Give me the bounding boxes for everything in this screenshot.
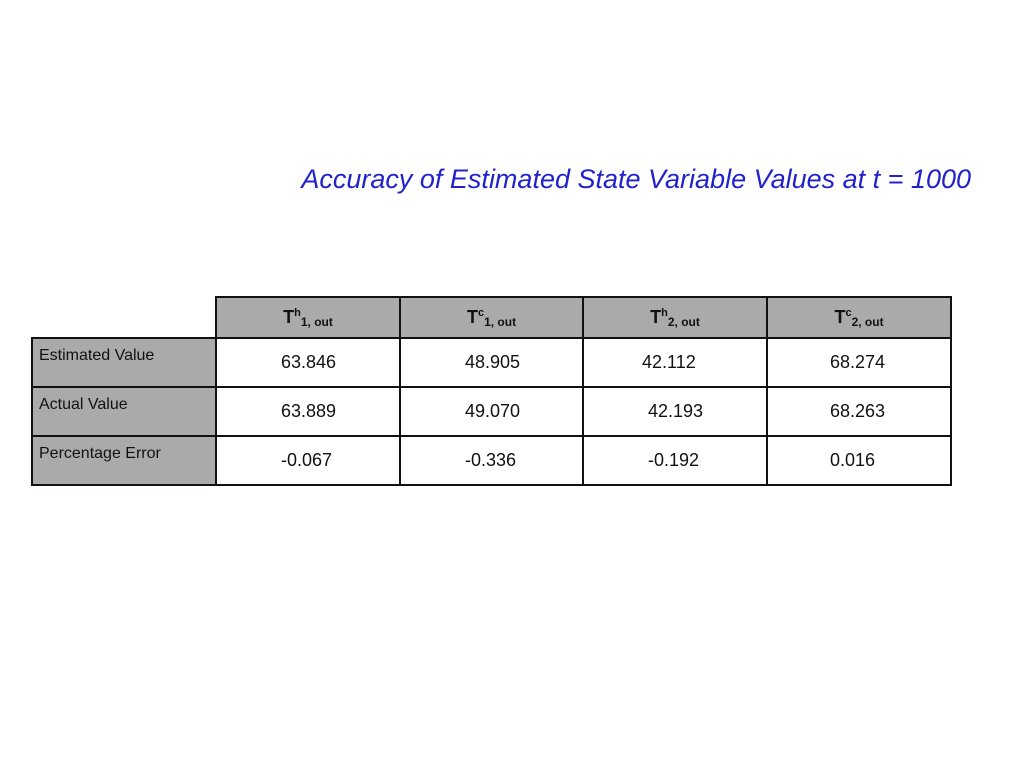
table-row-actual-value xyxy=(32,387,951,436)
table-cell: -0.067 xyxy=(216,436,400,485)
table-cell: 63.889 xyxy=(216,387,400,436)
column-header-tc2-out: $T^c_{2, out}$ xyxy=(767,297,951,338)
row-label: Actual Value xyxy=(32,387,216,436)
table-cell: 68.274 xyxy=(767,338,951,387)
slide-title: Accuracy of Estimated State Variable Values at t = 1000 xyxy=(301,164,971,194)
table-cell: 49.070 xyxy=(400,387,583,436)
column-header-th2-out: $T^h_{2, out}$ xyxy=(583,297,767,338)
header-row xyxy=(32,297,951,338)
table-row-percentage-error xyxy=(32,436,951,485)
table-cell: 42.112 xyxy=(583,338,767,387)
table-cell: -0.336 xyxy=(400,436,583,485)
table-row-estimated-value xyxy=(32,338,951,387)
table-cell: 48.905 xyxy=(400,338,583,387)
table-cell: 63.846 xyxy=(216,338,400,387)
table-cell: 42.193 xyxy=(583,387,767,436)
corner-cell xyxy=(32,297,216,338)
row-label: Estimated Value xyxy=(32,338,216,387)
results-table xyxy=(31,296,952,486)
column-header-tc1-out: $T^c_{1, out}$ xyxy=(400,297,583,338)
table-cell: 68.263 xyxy=(767,387,951,436)
table-cell: -0.192 xyxy=(583,436,767,485)
table-cell: 0.016 xyxy=(767,436,951,485)
row-label: Percentage Error xyxy=(32,436,216,485)
column-header-th1-out: $T^h_{1, out}$ xyxy=(216,297,400,338)
